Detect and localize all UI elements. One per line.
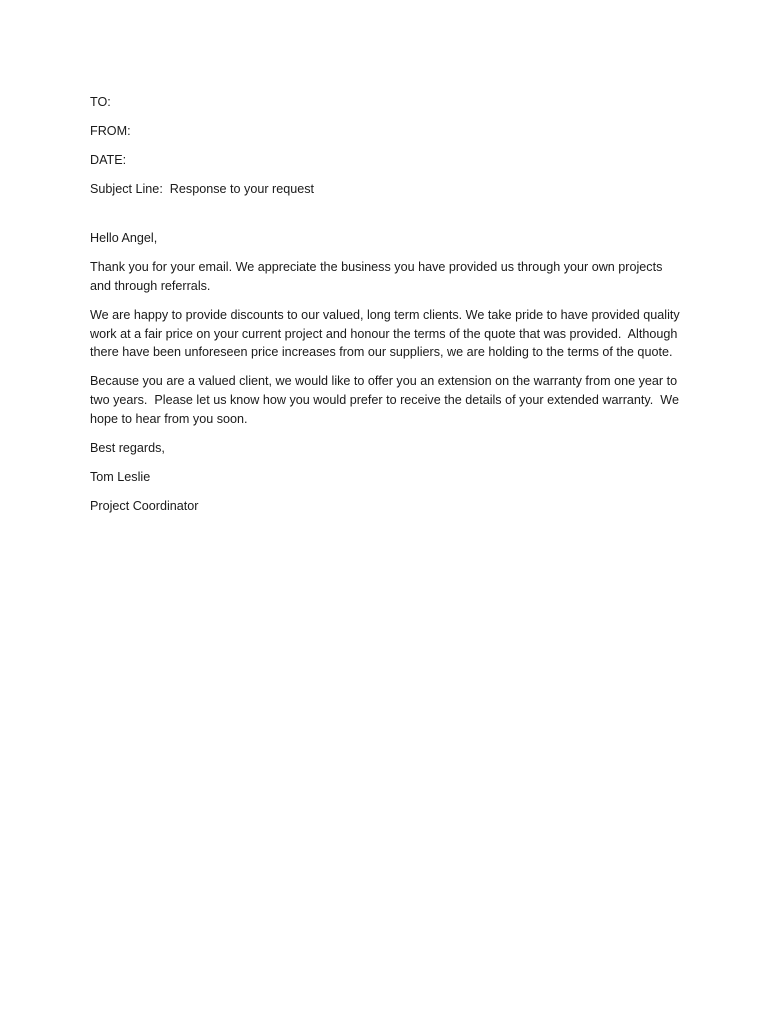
paragraph-thank-you: Thank you for your email. We appreciate the business you have provided us through your own projects and through referrals. (90, 259, 666, 293)
paragraph-warranty: Because you are a valued client, we would like to offer you an extension on the warranty from one year to two years. Please let us know how you would prefer to receive the details of your extended warranty. We hope to hear from you soon. (90, 374, 683, 426)
signature-title: Project Coordinator (90, 498, 199, 513)
greeting: Hello Angel, (90, 230, 158, 245)
paragraph-discounts: We are happy to provide discounts to our valued, long term clients. We take pride to have provided quality work at a fair price on your current project and honour the terms of the quote that was provided. Although there have been unforeseen price increases from our suppliers, we are holding to the terms of the quote. (90, 307, 684, 360)
signature-name: Tom Leslie (90, 469, 151, 484)
date-field-label: DATE: (90, 152, 127, 167)
from-field-label: FROM: (90, 123, 131, 138)
letter-body (90, 93, 684, 526)
subject-line: Subject Line: Response to your request (90, 181, 315, 196)
blank-line-spacer (90, 209, 680, 229)
to-field-label: TO: (90, 95, 111, 109)
closing: Best regards, (90, 440, 165, 455)
